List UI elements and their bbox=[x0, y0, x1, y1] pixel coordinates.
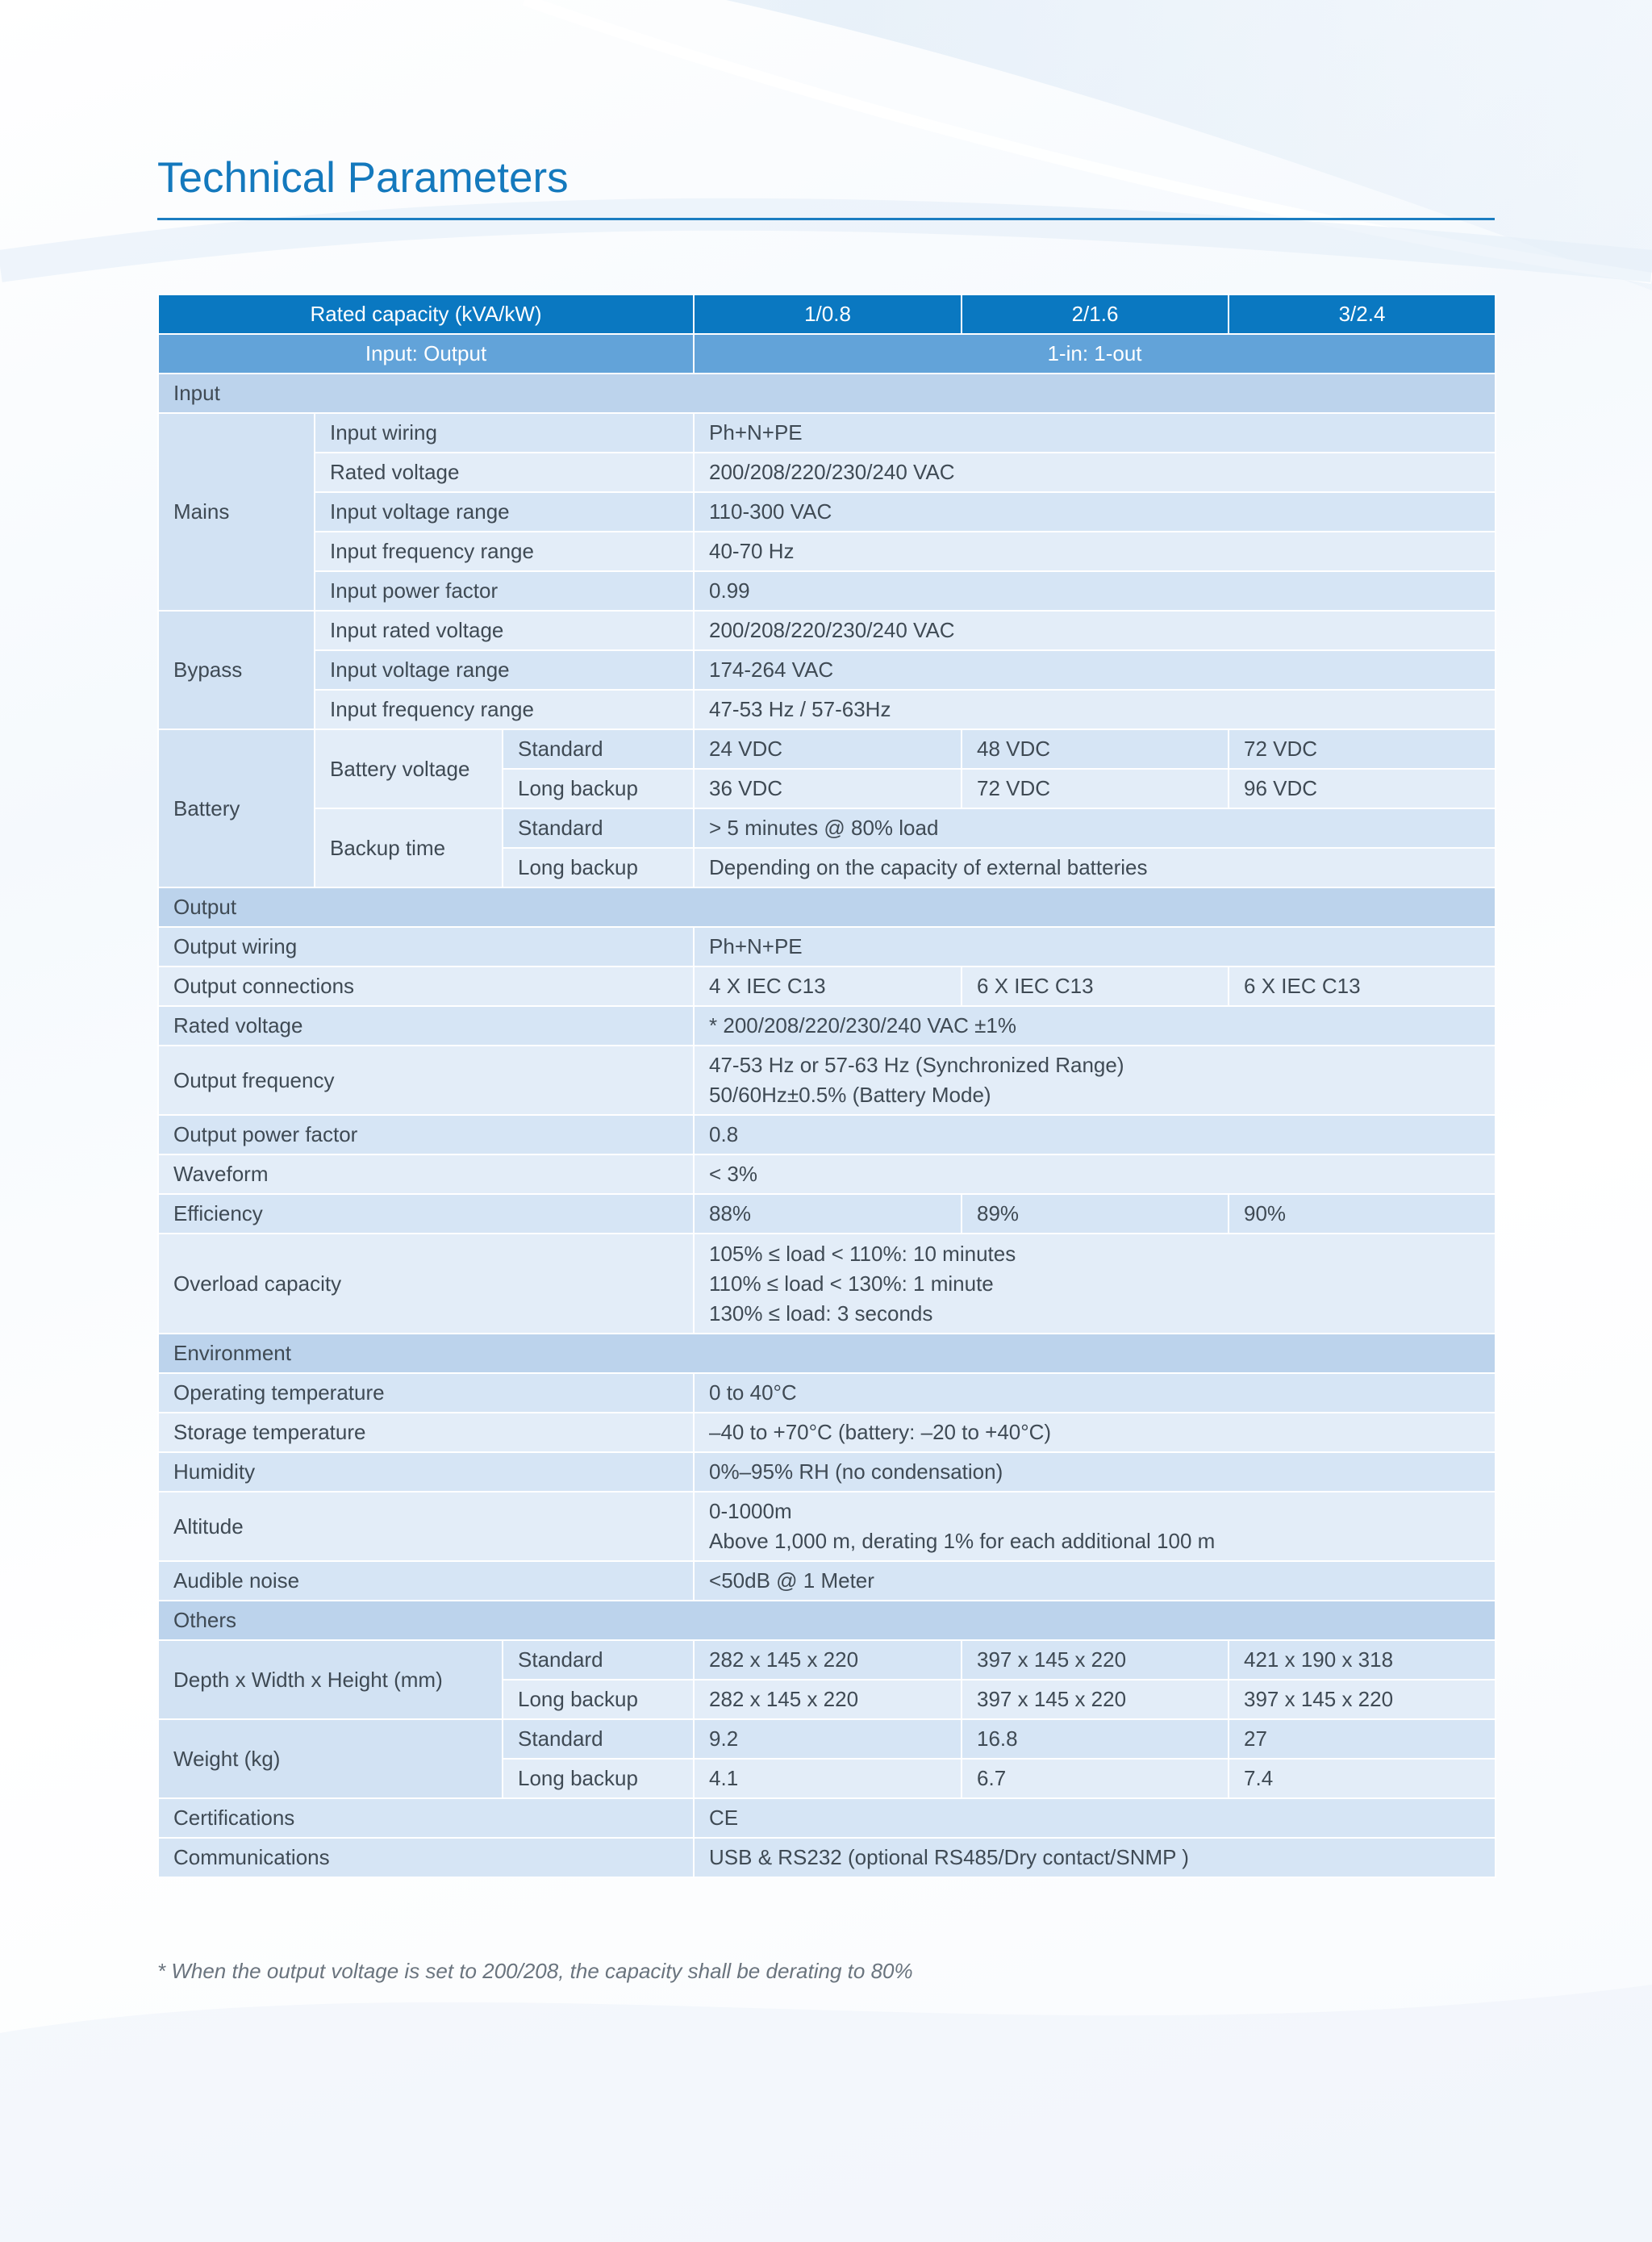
row-value: USB & RS232 (optional RS485/Dry contact/SNMP ) bbox=[694, 1838, 1496, 1877]
variant-label: Long backup bbox=[503, 848, 694, 887]
io-label: Input: Output bbox=[158, 334, 694, 374]
row-value: Ph+N+PE bbox=[694, 927, 1496, 967]
row-label: Output frequency bbox=[158, 1046, 694, 1115]
table-row bbox=[158, 1719, 1496, 1759]
row-value-multiline bbox=[694, 1492, 1496, 1561]
table-row bbox=[158, 1492, 1496, 1561]
row-value: 110-300 VAC bbox=[694, 492, 1496, 532]
variant-label: Long backup bbox=[503, 1680, 694, 1719]
row-value: 9.2 bbox=[694, 1719, 962, 1759]
row-value: 200/208/220/230/240 VAC bbox=[694, 453, 1496, 492]
row-value: 7.4 bbox=[1229, 1759, 1496, 1798]
io-row bbox=[158, 334, 1496, 374]
row-value-multiline bbox=[694, 1046, 1496, 1115]
section-row-input bbox=[158, 374, 1496, 413]
section-title: Input bbox=[158, 374, 1496, 413]
table-row bbox=[158, 1561, 1496, 1601]
table-row bbox=[158, 1046, 1496, 1115]
table-row bbox=[158, 690, 1496, 729]
row-value: 96 VDC bbox=[1229, 769, 1496, 808]
row-value: * 200/208/220/230/240 VAC ±1% bbox=[694, 1006, 1496, 1046]
group-label-dimensions: Depth x Width x Height (mm) bbox=[158, 1640, 503, 1719]
row-label: Efficiency bbox=[158, 1194, 694, 1234]
table-row bbox=[158, 1452, 1496, 1492]
variant-label: Standard bbox=[503, 1719, 694, 1759]
header-label: Rated capacity (kVA/kW) bbox=[158, 294, 694, 334]
row-label: Input frequency range bbox=[315, 690, 694, 729]
section-title: Environment bbox=[158, 1334, 1496, 1373]
row-label: Rated voltage bbox=[315, 453, 694, 492]
row-label: Overload capacity bbox=[158, 1234, 694, 1334]
row-value: 16.8 bbox=[962, 1719, 1229, 1759]
table-row bbox=[158, 967, 1496, 1006]
row-value: 0%–95% RH (no condensation) bbox=[694, 1452, 1496, 1492]
row-value: 397 x 145 x 220 bbox=[962, 1680, 1229, 1719]
table-row bbox=[158, 492, 1496, 532]
row-value: Ph+N+PE bbox=[694, 413, 1496, 453]
section-row-others bbox=[158, 1601, 1496, 1640]
row-label: Humidity bbox=[158, 1452, 694, 1492]
row-value: 48 VDC bbox=[962, 729, 1229, 769]
row-label: Waveform bbox=[158, 1154, 694, 1194]
row-value: > 5 minutes @ 80% load bbox=[694, 808, 1496, 848]
value-line: 47-53 Hz or 57-63 Hz (Synchronized Range) bbox=[709, 1053, 1124, 1077]
spec-table bbox=[157, 294, 1496, 1878]
table-row bbox=[158, 1194, 1496, 1234]
value-line: 110% ≤ load < 130%: 1 minute bbox=[709, 1271, 994, 1296]
table-row bbox=[158, 808, 1496, 848]
section-row-output bbox=[158, 887, 1496, 927]
value-line: 105% ≤ load < 110%: 10 minutes bbox=[709, 1241, 1016, 1266]
row-label: Operating temperature bbox=[158, 1373, 694, 1413]
row-value: 4 X IEC C13 bbox=[694, 967, 962, 1006]
table-row bbox=[158, 1154, 1496, 1194]
table-row bbox=[158, 650, 1496, 690]
table-row bbox=[158, 927, 1496, 967]
group-label-bypass: Bypass bbox=[158, 611, 315, 729]
title-divider bbox=[157, 218, 1495, 220]
row-label: Certifications bbox=[158, 1798, 694, 1838]
row-label: Input power factor bbox=[315, 571, 694, 611]
section-row-environment bbox=[158, 1334, 1496, 1373]
row-label: Input frequency range bbox=[315, 532, 694, 571]
table-row bbox=[158, 413, 1496, 453]
row-label: Communications bbox=[158, 1838, 694, 1877]
row-value: 282 x 145 x 220 bbox=[694, 1680, 962, 1719]
value-line: Above 1,000 m, derating 1% for each additional 100 m bbox=[709, 1529, 1216, 1553]
row-value: 89% bbox=[962, 1194, 1229, 1234]
table-row bbox=[158, 611, 1496, 650]
row-value: <50dB @ 1 Meter bbox=[694, 1561, 1496, 1601]
table-row bbox=[158, 1115, 1496, 1154]
variant-label: Standard bbox=[503, 1640, 694, 1680]
table-row bbox=[158, 1234, 1496, 1334]
row-value: 421 x 190 x 318 bbox=[1229, 1640, 1496, 1680]
row-value: < 3% bbox=[694, 1154, 1496, 1194]
subgroup-label-backup-time: Backup time bbox=[315, 808, 503, 887]
table-row bbox=[158, 1413, 1496, 1452]
section-title: Output bbox=[158, 887, 1496, 927]
section-title: Others bbox=[158, 1601, 1496, 1640]
row-value: 24 VDC bbox=[694, 729, 962, 769]
row-value: 36 VDC bbox=[694, 769, 962, 808]
row-value: Depending on the capacity of external batteries bbox=[694, 848, 1496, 887]
row-value: 200/208/220/230/240 VAC bbox=[694, 611, 1496, 650]
row-value: 282 x 145 x 220 bbox=[694, 1640, 962, 1680]
row-label: Altitude bbox=[158, 1492, 694, 1561]
row-value-multiline bbox=[694, 1234, 1496, 1334]
io-value: 1-in: 1-out bbox=[694, 334, 1496, 374]
value-line: 0-1000m bbox=[709, 1499, 792, 1523]
table-row bbox=[158, 1640, 1496, 1680]
header-model: 2/1.6 bbox=[962, 294, 1229, 334]
row-value: 40-70 Hz bbox=[694, 532, 1496, 571]
group-label-mains: Mains bbox=[158, 413, 315, 611]
row-value: 0 to 40°C bbox=[694, 1373, 1496, 1413]
row-value: 6 X IEC C13 bbox=[962, 967, 1229, 1006]
variant-label: Long backup bbox=[503, 769, 694, 808]
row-value: 397 x 145 x 220 bbox=[962, 1640, 1229, 1680]
value-line: 50/60Hz±0.5% (Battery Mode) bbox=[709, 1083, 991, 1107]
row-value: CE bbox=[694, 1798, 1496, 1838]
row-label: Input rated voltage bbox=[315, 611, 694, 650]
row-value: 88% bbox=[694, 1194, 962, 1234]
row-value: 72 VDC bbox=[1229, 729, 1496, 769]
table-row bbox=[158, 1373, 1496, 1413]
table-row bbox=[158, 532, 1496, 571]
table-row bbox=[158, 1838, 1496, 1877]
table-row bbox=[158, 453, 1496, 492]
table-row bbox=[158, 729, 1496, 769]
variant-label: Standard bbox=[503, 729, 694, 769]
row-label: Input wiring bbox=[315, 413, 694, 453]
row-value: 27 bbox=[1229, 1719, 1496, 1759]
row-value: –40 to +70°C (battery: –20 to +40°C) bbox=[694, 1413, 1496, 1452]
row-label: Output wiring bbox=[158, 927, 694, 967]
row-label: Storage temperature bbox=[158, 1413, 694, 1452]
row-value: 4.1 bbox=[694, 1759, 962, 1798]
page-title: Technical Parameters bbox=[157, 154, 569, 202]
group-label-battery: Battery bbox=[158, 729, 315, 887]
row-value: 6.7 bbox=[962, 1759, 1229, 1798]
table-row bbox=[158, 571, 1496, 611]
header-model: 1/0.8 bbox=[694, 294, 962, 334]
row-value: 397 x 145 x 220 bbox=[1229, 1680, 1496, 1719]
variant-label: Long backup bbox=[503, 1759, 694, 1798]
group-label-weight: Weight (kg) bbox=[158, 1719, 503, 1798]
row-value: 6 X IEC C13 bbox=[1229, 967, 1496, 1006]
footnote: * When the output voltage is set to 200/208, the capacity shall be derating to 80% bbox=[157, 1959, 913, 1983]
variant-label: Standard bbox=[503, 808, 694, 848]
row-value: 0.99 bbox=[694, 571, 1496, 611]
row-label: Output power factor bbox=[158, 1115, 694, 1154]
row-value: 72 VDC bbox=[962, 769, 1229, 808]
row-label: Input voltage range bbox=[315, 650, 694, 690]
row-value: 47-53 Hz / 57-63Hz bbox=[694, 690, 1496, 729]
row-value: 0.8 bbox=[694, 1115, 1496, 1154]
row-value: 174-264 VAC bbox=[694, 650, 1496, 690]
value-line: 130% ≤ load: 3 seconds bbox=[709, 1301, 933, 1326]
row-label: Input voltage range bbox=[315, 492, 694, 532]
header-model: 3/2.4 bbox=[1229, 294, 1496, 334]
row-label: Output connections bbox=[158, 967, 694, 1006]
row-label: Audible noise bbox=[158, 1561, 694, 1601]
subgroup-label-battery-voltage: Battery voltage bbox=[315, 729, 503, 808]
table-header-row bbox=[158, 294, 1496, 334]
row-label: Rated voltage bbox=[158, 1006, 694, 1046]
table-row bbox=[158, 1798, 1496, 1838]
table-row bbox=[158, 1006, 1496, 1046]
row-value: 90% bbox=[1229, 1194, 1496, 1234]
